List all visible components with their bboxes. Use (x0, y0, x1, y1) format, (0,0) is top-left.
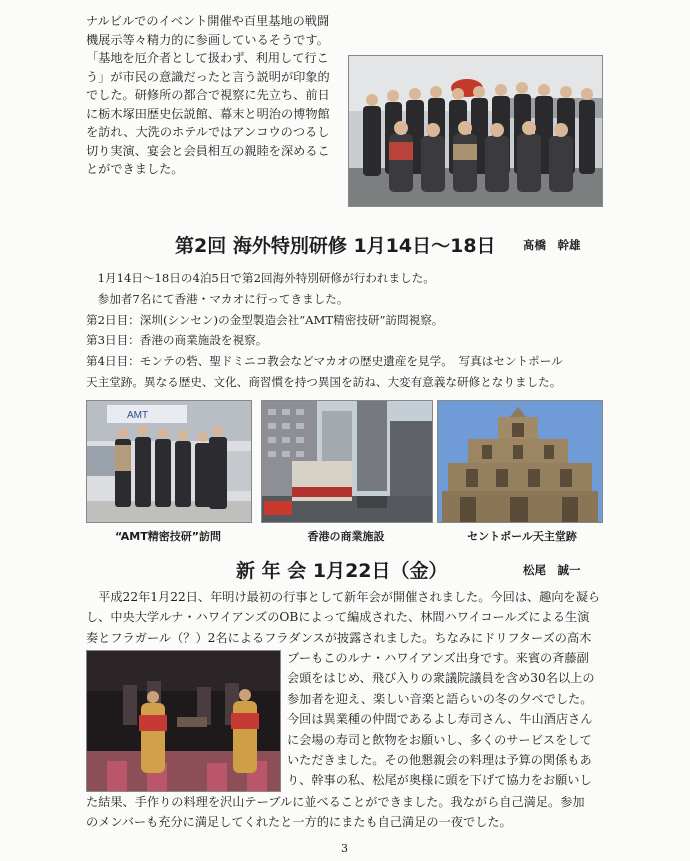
text-line: り、幹事の私、松尾が奥様に頭を下げて協力をお願いし (287, 773, 592, 788)
text-line: た結果、手作りの料理を沢山テーブルに並べることができました。我ながら自己満足。参加 (86, 795, 585, 809)
section2-author: 髙橋 幹雄 (523, 238, 581, 252)
text-line: 会頭をはじめ、飛び入りの衆議院議員を含め30名以上の (287, 671, 595, 686)
section3-title: 新 年 会 1月22日（金） (236, 560, 448, 582)
text-line: 参加者を迎え、楽しい音楽と語らいの冬の夕べでした。 (287, 691, 593, 706)
text-line: 第3日目：香港の商業施設を視察。 (86, 333, 268, 348)
section2-text (86, 268, 563, 393)
amt-visit-caption: “AMT精密技研”訪問 (114, 530, 221, 543)
group-photo (348, 55, 603, 207)
text-line: ナルビルでのイベント開催や百里基地の戦闘 (86, 14, 330, 28)
text-line: を訪れ、大洗のホテルではアンコウのつるし (86, 125, 330, 139)
section1-text (86, 12, 330, 179)
text-line: 1月14日～18日の4泊5日で第2回海外特別研修が行われました。 (86, 271, 435, 285)
section3-text-bottom (86, 792, 585, 833)
text-line: でした。研修所の都合で視察に先立ち、前日 (86, 88, 330, 102)
hongkong-street-photo (261, 400, 433, 523)
text-line: し、中央大学ルナ・ハワイアンズのOBによって編成された、林間ハワイコールズによる生演 (86, 610, 590, 625)
st-paul-caption: セントポール天主堂跡 (467, 530, 577, 543)
section3-text-side (287, 648, 595, 791)
text-line: いただきました。その他懇親会の料理は予算の関係もあ (287, 753, 592, 768)
party-photo (86, 650, 281, 792)
text-line: 平成22年1月22日、年明け最初の行事として新年会が開催されました。今回は、趣向を凝ら (86, 590, 601, 604)
text-line: 「基地を厄介者として扱わず、利用して行こ (86, 51, 329, 65)
hongkong-caption: 香港の商業施設 (307, 530, 385, 543)
st-paul-ruins-photo (437, 400, 603, 523)
text-line: 今回は異業種の仲間であるよし寿司さん、牛山酒店さん (287, 712, 593, 727)
text-line: 切り実演、宴会と会員相互の親睦を深めるこ (86, 143, 330, 158)
text-line: に会場の寿司と飲物をお願いし、多くのサービスをして (287, 732, 592, 747)
section3-text-top (86, 587, 600, 648)
amt-sign-text: AMT (127, 410, 149, 421)
text-line: 第2日目：深圳(シンセン)の金型製造会社“AMT精密技研”訪問視察。 (86, 312, 444, 327)
text-line: に栃木塚田歴史伝説館、幕末と明治の博物館 (86, 106, 330, 121)
text-line: 奏とフラガール（？）2名によるフラダンスが披露されました。ちなみにドリフターズの高木 (86, 630, 592, 645)
section2-title: 第2回 海外特別研修 1月14日～18日 (175, 235, 496, 257)
section3-author: 松尾 誠一 (523, 563, 581, 577)
text-line: 機展示等々精力的に参画しているそうです。 (86, 32, 329, 47)
text-line: のメンバーも充分に満足してくれたと一方的にまたも自己満足の一夜でした。 (86, 815, 512, 830)
text-line: とができました。 (86, 162, 184, 176)
text-line: 第4日目：モンテの砦、聖ドミニコ教会などマカオの歴史遺産を見学。 写真はセントポール (86, 354, 563, 369)
text-line: 参加者7名にて香港・マカオに行ってきました。 (86, 291, 349, 306)
amt-visit-photo (86, 400, 252, 523)
page-number: 3 (341, 842, 348, 855)
text-line: 天主堂跡。異なる歴史、文化、商習慣を持つ異国を訪ね、大変有意義な研修となりました。 (86, 374, 562, 389)
text-line: う」が市民の意識だったと言う説明が印象的 (86, 69, 330, 84)
text-line: ブーもこのルナ・ハワイアンズ出身です。来賓の斉藤副 (287, 651, 589, 665)
